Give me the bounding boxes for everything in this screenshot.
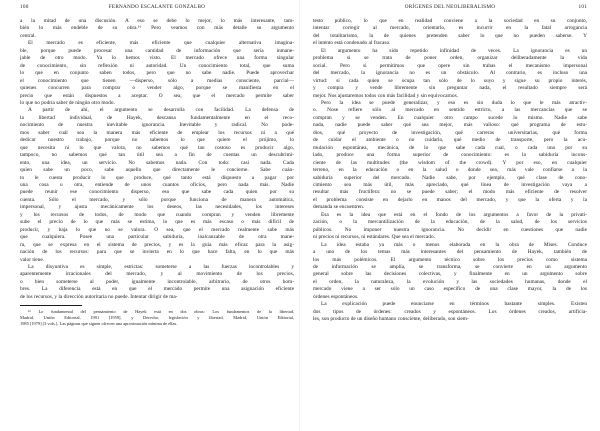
text-line: nada, nadie puede saber qué sea mejor, más valioso: qué programa de estu- bbox=[313, 122, 587, 129]
text-line: demanda se encuentren. bbox=[313, 204, 365, 211]
footnote-line: ¹⁶ Lo fundamental del pensamiento de Hayek está en dos obras: Los fundamentos de la libertad, bbox=[28, 309, 294, 315]
text-line: órdenes espontáneos. bbox=[313, 293, 359, 300]
text-line: puede reunir ese conocimiento disperso, eso que sabe cada quien por su bbox=[20, 189, 294, 196]
text-line: producir, y baja lo que no se valora. O sea, que el mercado realmente sabe más bbox=[20, 226, 294, 233]
text-line: mulación espontánea, mecánica, de lo que sabe cada cual, o cada uno por su bbox=[313, 144, 587, 151]
text-line: general sobre las decisiones colectivas, y finalmente en un argumento sobre bbox=[313, 271, 587, 278]
text-line: el problema consiste en dejarlo en manos del mercado, y que la oferta y la bbox=[313, 196, 587, 203]
text-line: mos saber cuál sea la manera más eficiente de emplear los recursos ni a qué bbox=[20, 129, 294, 136]
text-line: cuenta. Sólo el mercado, y sólo porque funciona de manera automática, bbox=[20, 196, 294, 203]
left-page bbox=[20, 0, 294, 431]
text-line: Pero la idea se puede generalizar, y eso es sin duda lo que le más atractiv- bbox=[321, 99, 587, 106]
text-line: los más polémicos. El argumento técnico sobre los precios como sistema bbox=[313, 256, 587, 263]
text-line: central. bbox=[20, 32, 36, 39]
text-line: virtud: si cada quien se ocupa tan sólo de lo suyo y sigue su propio interés, bbox=[313, 77, 587, 84]
text-line: y compra y vende libremente sin preguntar nada, el resultado siempre será bbox=[313, 85, 587, 92]
text-line: intentar corregir al mercado, orientarlo, es incurrir en la fatal arrogancia bbox=[313, 25, 587, 32]
text-line: zación, o la mercantilización de la educación, de la salud, de los servicios bbox=[313, 219, 587, 226]
left-body-text bbox=[20, 18, 294, 301]
text-line: que necesita ni lo que valora, no sabemos qué tan costoso es producir algo, bbox=[20, 144, 294, 151]
text-line: lado, produce una forma superior de conocimiento: es la sabiduría incons- bbox=[313, 152, 587, 159]
right-body-text bbox=[313, 18, 587, 324]
right-page-header bbox=[313, 3, 587, 12]
text-line: dos tipos de órdenes: creados y espontáneos. Los órdenes creados, artificia- bbox=[313, 308, 587, 315]
text-line: el intento está condenado al fracaso. bbox=[313, 40, 391, 47]
text-line: públicos. No imponer nuestra ignorancia. No decidir en cuestiones que nadie bbox=[313, 226, 587, 233]
footnote-line: 1985 [1979] (3 vols.). Las páginas que siguen ofrecen una aproximación mínima de ellas. bbox=[20, 321, 178, 327]
text-line: del totalitarismo, la de quienes pretenden saber lo que no pueden saberse. Y bbox=[313, 32, 587, 39]
right-page bbox=[313, 0, 587, 431]
text-line: La disyuntiva es simple, estrictas: someterse a las fuerzas incontrolables y bbox=[28, 263, 294, 270]
text-line: dios, qué proyecto de investigación, qué carreras universitarias, qué forma bbox=[313, 129, 587, 136]
text-line: to le cuesta producir lo que produce, qué tanto está dispuesto a pagar por bbox=[20, 174, 294, 181]
text-line: precio que están dispuestos a aceptar. O sea, que el mercado permite saber bbox=[20, 92, 294, 99]
text-line: bién lo más endeble de su obra.¹⁶ Pero veamos con más detalle su argumento bbox=[20, 25, 294, 32]
text-line: tampoco, no sabemos qué tan útil sea a fin de cuentas un descubrimi- bbox=[20, 152, 294, 159]
footnote-separator bbox=[20, 305, 82, 306]
text-line: sabiduría superior del mercado. Nadie sabe, por ejemplo, qué clase de cono- bbox=[313, 174, 587, 181]
text-line: quien sabe un poco, sabe aquello que directamente le concierne. Sabe cuán- bbox=[20, 167, 294, 174]
page-number-left: 100 bbox=[20, 4, 29, 10]
text-line: resultar más fructífera: no se puede saber; el modo más eficiente de resolver bbox=[313, 189, 587, 196]
text-line: lo que no podría saber de ningún otro modo. bbox=[20, 99, 115, 106]
text-line: aparentemente irracionales del mercado, y al movimiento de los precios, bbox=[20, 271, 294, 278]
text-line: de conocimiento, sin reflexión ni autoridad. Un conocimiento total, que suma bbox=[20, 62, 294, 69]
text-line: de información se amplía, se transforma, se convierte en un argumento bbox=[313, 263, 587, 270]
text-line: testo público, lo que en realidad conviene a la sociedad en su conjunto, bbox=[313, 18, 587, 24]
text-line: a uno de los temas más interesantes del pensamiento de Hayek, también de bbox=[313, 249, 587, 256]
text-line: les, son producto de un diseño humano consciente, deliberado, son siem- bbox=[313, 316, 469, 323]
text-line: de cuidar el ambiente o no cuidarlo, qué medio de transporte, pero la acu- bbox=[313, 137, 587, 144]
text-line: ni precios ni recursos, ni estándares. Que sea el mercado. bbox=[313, 234, 435, 241]
page-number-right: 101 bbox=[578, 4, 587, 10]
text-line: El mercado es eficiente, más eficiente que cualquier alternativa imagina- bbox=[28, 40, 294, 47]
text-line: impersonal, y ajusta mecánicamente los deseos, las necesidades, los intereses bbox=[20, 204, 294, 211]
text-line: mejor. Nos ajustaremos todos con más facilidad y sin equivocarnos. bbox=[313, 92, 458, 99]
running-head-right: ORÍGENES DEL NEOLIBERALISMO bbox=[404, 4, 496, 10]
text-line: o. Nose refiere sólo al mercado en sentido estricto, a las mercancías que se bbox=[313, 107, 587, 114]
text-line: jable de otro modo. Ya lo hemos visto. El mercado ofrece una forma singular bbox=[20, 55, 294, 62]
text-line: ble, porque puede procesar una cantidad de información que sería inmane- bbox=[20, 47, 294, 54]
text-line: la libertad individual, de Hayek, descansa fundamentalmente en el reco- bbox=[20, 114, 294, 121]
text-line: y los recursos de todos, de modo que cuando compran y venden libremente bbox=[20, 211, 294, 218]
text-line: dedicar nuestro trabajo, porque no sabemos lo que quiere el prójimo, lo bbox=[20, 137, 294, 144]
text-line: compran y se venden. En cualquier otro campo sucede lo mismo. Nadie sabe bbox=[313, 114, 587, 121]
text-line: sube el precio de lo que más se estima, lo que es más escaso o más difícil de bbox=[20, 219, 294, 226]
text-line: ento, una idea, un servicio. No sabemos nada. Con todo: casi nada. Cada bbox=[20, 159, 294, 166]
text-line: del mercado, la ignorancia no es un obstáculo. Al contrario, es incluso una bbox=[313, 70, 587, 77]
text-line: de los recursos, y la dirección autoritaria no puede. Intentar dirigir de ma- bbox=[20, 293, 178, 300]
text-line: una cosa u otra, entiende de unos cuantos oficios, pero nada más. Nadie bbox=[20, 181, 294, 188]
text-line: La explicación puede enunciarse en términos bastante simples. Existen bbox=[321, 301, 587, 308]
text-line: a la mitad de una discusión. A eso se debe lo mejor, lo más interesante, tam- bbox=[20, 18, 294, 24]
text-line: A partir de ahí, el argumento se desarrolla con facilidad. La defensa de bbox=[28, 107, 294, 114]
text-line: mercado viene a ser sólo un caso específico de una clase mayor, la de los bbox=[313, 286, 587, 293]
footnote bbox=[20, 309, 294, 327]
text-line: ra, que se expresa en el sistema de precios, y es la guía más eficaz para la asig- bbox=[20, 241, 294, 248]
left-page-header bbox=[20, 3, 294, 12]
text-line: cimiento sea más útil, más apreciado, qué línea de investigación vaya a bbox=[313, 181, 587, 188]
text-line: social. Pero si permitimos que opere sin trabas el mecanismo impersonal bbox=[313, 62, 587, 69]
text-line: valor tiene. bbox=[20, 256, 45, 263]
text-line: que cualquiera. Posee una particular sabiduría, inalcanzable de otra mane- bbox=[20, 234, 294, 241]
text-line: El argumento ha sido repetido infinidad de veces. La ignorancia es un bbox=[321, 47, 587, 54]
text-line: nocimiento de nuestra inevitable ignorancia. Inevitable y radical. No pode- bbox=[20, 122, 294, 129]
gutter bbox=[299, 0, 300, 431]
text-line: el conocimiento que tienen —disperso, sólo a medias consciente, parcial— bbox=[20, 77, 294, 84]
text-line: bres. La diferencia está en que el mercado permite una asignación eficiente bbox=[20, 286, 294, 293]
text-line: La idea estaba ya más o menos elaborada en la obra de Mises. Conduce bbox=[321, 241, 587, 248]
running-head-left: FERNANDO ESCALANTE GONZALBO bbox=[108, 4, 206, 10]
text-line: problema si se trata de poner orden, organizar deliberadamente la vida bbox=[313, 55, 587, 62]
text-line: ciente de las multitudes (the wisdom of the crowd). Y por eso, en cualquier bbox=[313, 159, 587, 166]
text-line: lo que en conjunto saben todos, pero que no sabe nadie. Puede aprovechar bbox=[20, 70, 294, 77]
text-line: o bien someterse al poder, igualmente incontrolable, arbitrario, de otros hom- bbox=[20, 278, 294, 285]
text-line: el orden, la naturaleza, la evolución y las sociedades humanas, donde el bbox=[313, 278, 587, 285]
footnote-line: Madrid, Unión Editorial, 1991 [1959], y Derecho, legislación y libertad, Madrid, Unión Editorial, bbox=[20, 315, 294, 321]
text-line: terreno, en la educación o en la salud o donde sea, más vale confiarse a la bbox=[313, 167, 587, 174]
text-line: nación de los recursos: para que se invierta en lo que hace falta, en lo que más bbox=[20, 249, 294, 256]
text-line: quienes concurren para comprar o vender algo, porque se manifiesta en el bbox=[20, 85, 294, 92]
text-line: Ésa es la idea que está en el fondo de los argumentos a favor de la privati- bbox=[321, 211, 587, 218]
